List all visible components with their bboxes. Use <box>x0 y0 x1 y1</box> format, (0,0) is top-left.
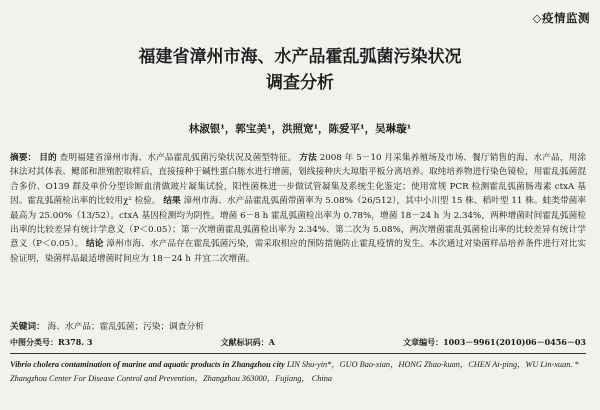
abstract <box>10 151 586 266</box>
english-affiliation: * Zhangzhou Center For Disease Control and Prevention，Zhangzhou 363000，Fujiang， China <box>10 360 579 383</box>
method-label: 方法 <box>299 153 317 163</box>
english-header <box>10 358 586 385</box>
article-title <box>0 44 600 96</box>
result-label: 结果 <box>163 196 181 207</box>
abstract-label: 摘要： <box>10 153 37 163</box>
result-text: 漳州市海、水产品霍乱弧菌带菌率为 5.08%（26/512），其中小川型 15 株、稻叶型 11 株。蛙类带菌率最高为 25.00%（13/52）。ctxA 基因检测均为阴性。增菌 6－8 h 霍乱弧菌检出率为 0.78%，增菌 18－24 h 为 2.34%，两种增菌时间霍乱弧菌检出率的比较差异有统计学意义（P＜0.05）；第一次增菌霍乱弧菌检出率为 2.34%、第二次为 5.08%，两次增菌霍乱弧菌检出率的比较差异有统计学意义（P＜0.05）。 <box>10 196 587 250</box>
english-authors: LIN Shu-yin*，GUO Bao-xian，HONG Zhao-kuan，CHEN Ai-ping，WU Lin-xuan. <box>286 360 573 369</box>
article-number: 文章编号：1003－9961(2010)06－0456－03 <box>403 337 586 347</box>
keywords <box>10 320 586 334</box>
keywords-label: 关键词： <box>10 322 45 332</box>
method-text: 2008 年 5－10 月采集养殖场及市场、餐厅销售的海、水产品，用涂抹法对其体表、鳃部和泄殖腔取样后，直接接种于碱性蛋白胨水进行增菌，划线接种庆大琼脂平板分离培养。取纯培养物进行染色镜检，用霍乱弧菌混合多价、O139 群及单价分型诊断血清做玻片凝集试验，阳性菌株进一步做试管凝集及系统生化鉴定；使用常规 PCR 检测霍乱弧菌肠毒素 ctxA 基因。霍乱弧菌检出率的比较用χ² 检验。 <box>10 153 587 207</box>
author-list: 林淑银¹，郭宝美¹，洪照宽¹，陈爱平¹，吴琳璇¹ <box>188 123 412 135</box>
conclusion-label: 结论 <box>86 239 104 250</box>
conclusion-text: 漳州市海、水产品存在霍乱弧菌污染，需采取相应的预防措施防止霍乱疫情的发生。本次通过对染菌样品培养条件进行对比实验证明，染菌样品最适增菌时间应为 18－24 h 并宜二次增菌。 <box>10 239 587 264</box>
objective-label: 目的 <box>39 153 57 163</box>
english-title: Vibrio cholera contamination of marine and aquatic products in Zhangzhou city <box>10 360 285 369</box>
clc-number: 中图分类号：R378. 3 <box>10 337 93 347</box>
article-title-line-1: 福建省漳州市海、水产品霍乱弧菌污染状况 <box>138 47 462 67</box>
section-tag: ◇疫情监测 <box>532 11 590 25</box>
document-code: 文献标识码：A <box>220 337 275 347</box>
article-title-line-2: 调查分析 <box>266 73 334 93</box>
objective-text: 查明福建省漳州市海、水产品霍乱弧菌污染状况及菌型特征。 <box>59 153 297 163</box>
keywords-text: 海、水产品；霍乱弧菌；污染；调查分析 <box>47 322 204 332</box>
divider <box>10 353 586 354</box>
classification-row <box>10 337 586 348</box>
